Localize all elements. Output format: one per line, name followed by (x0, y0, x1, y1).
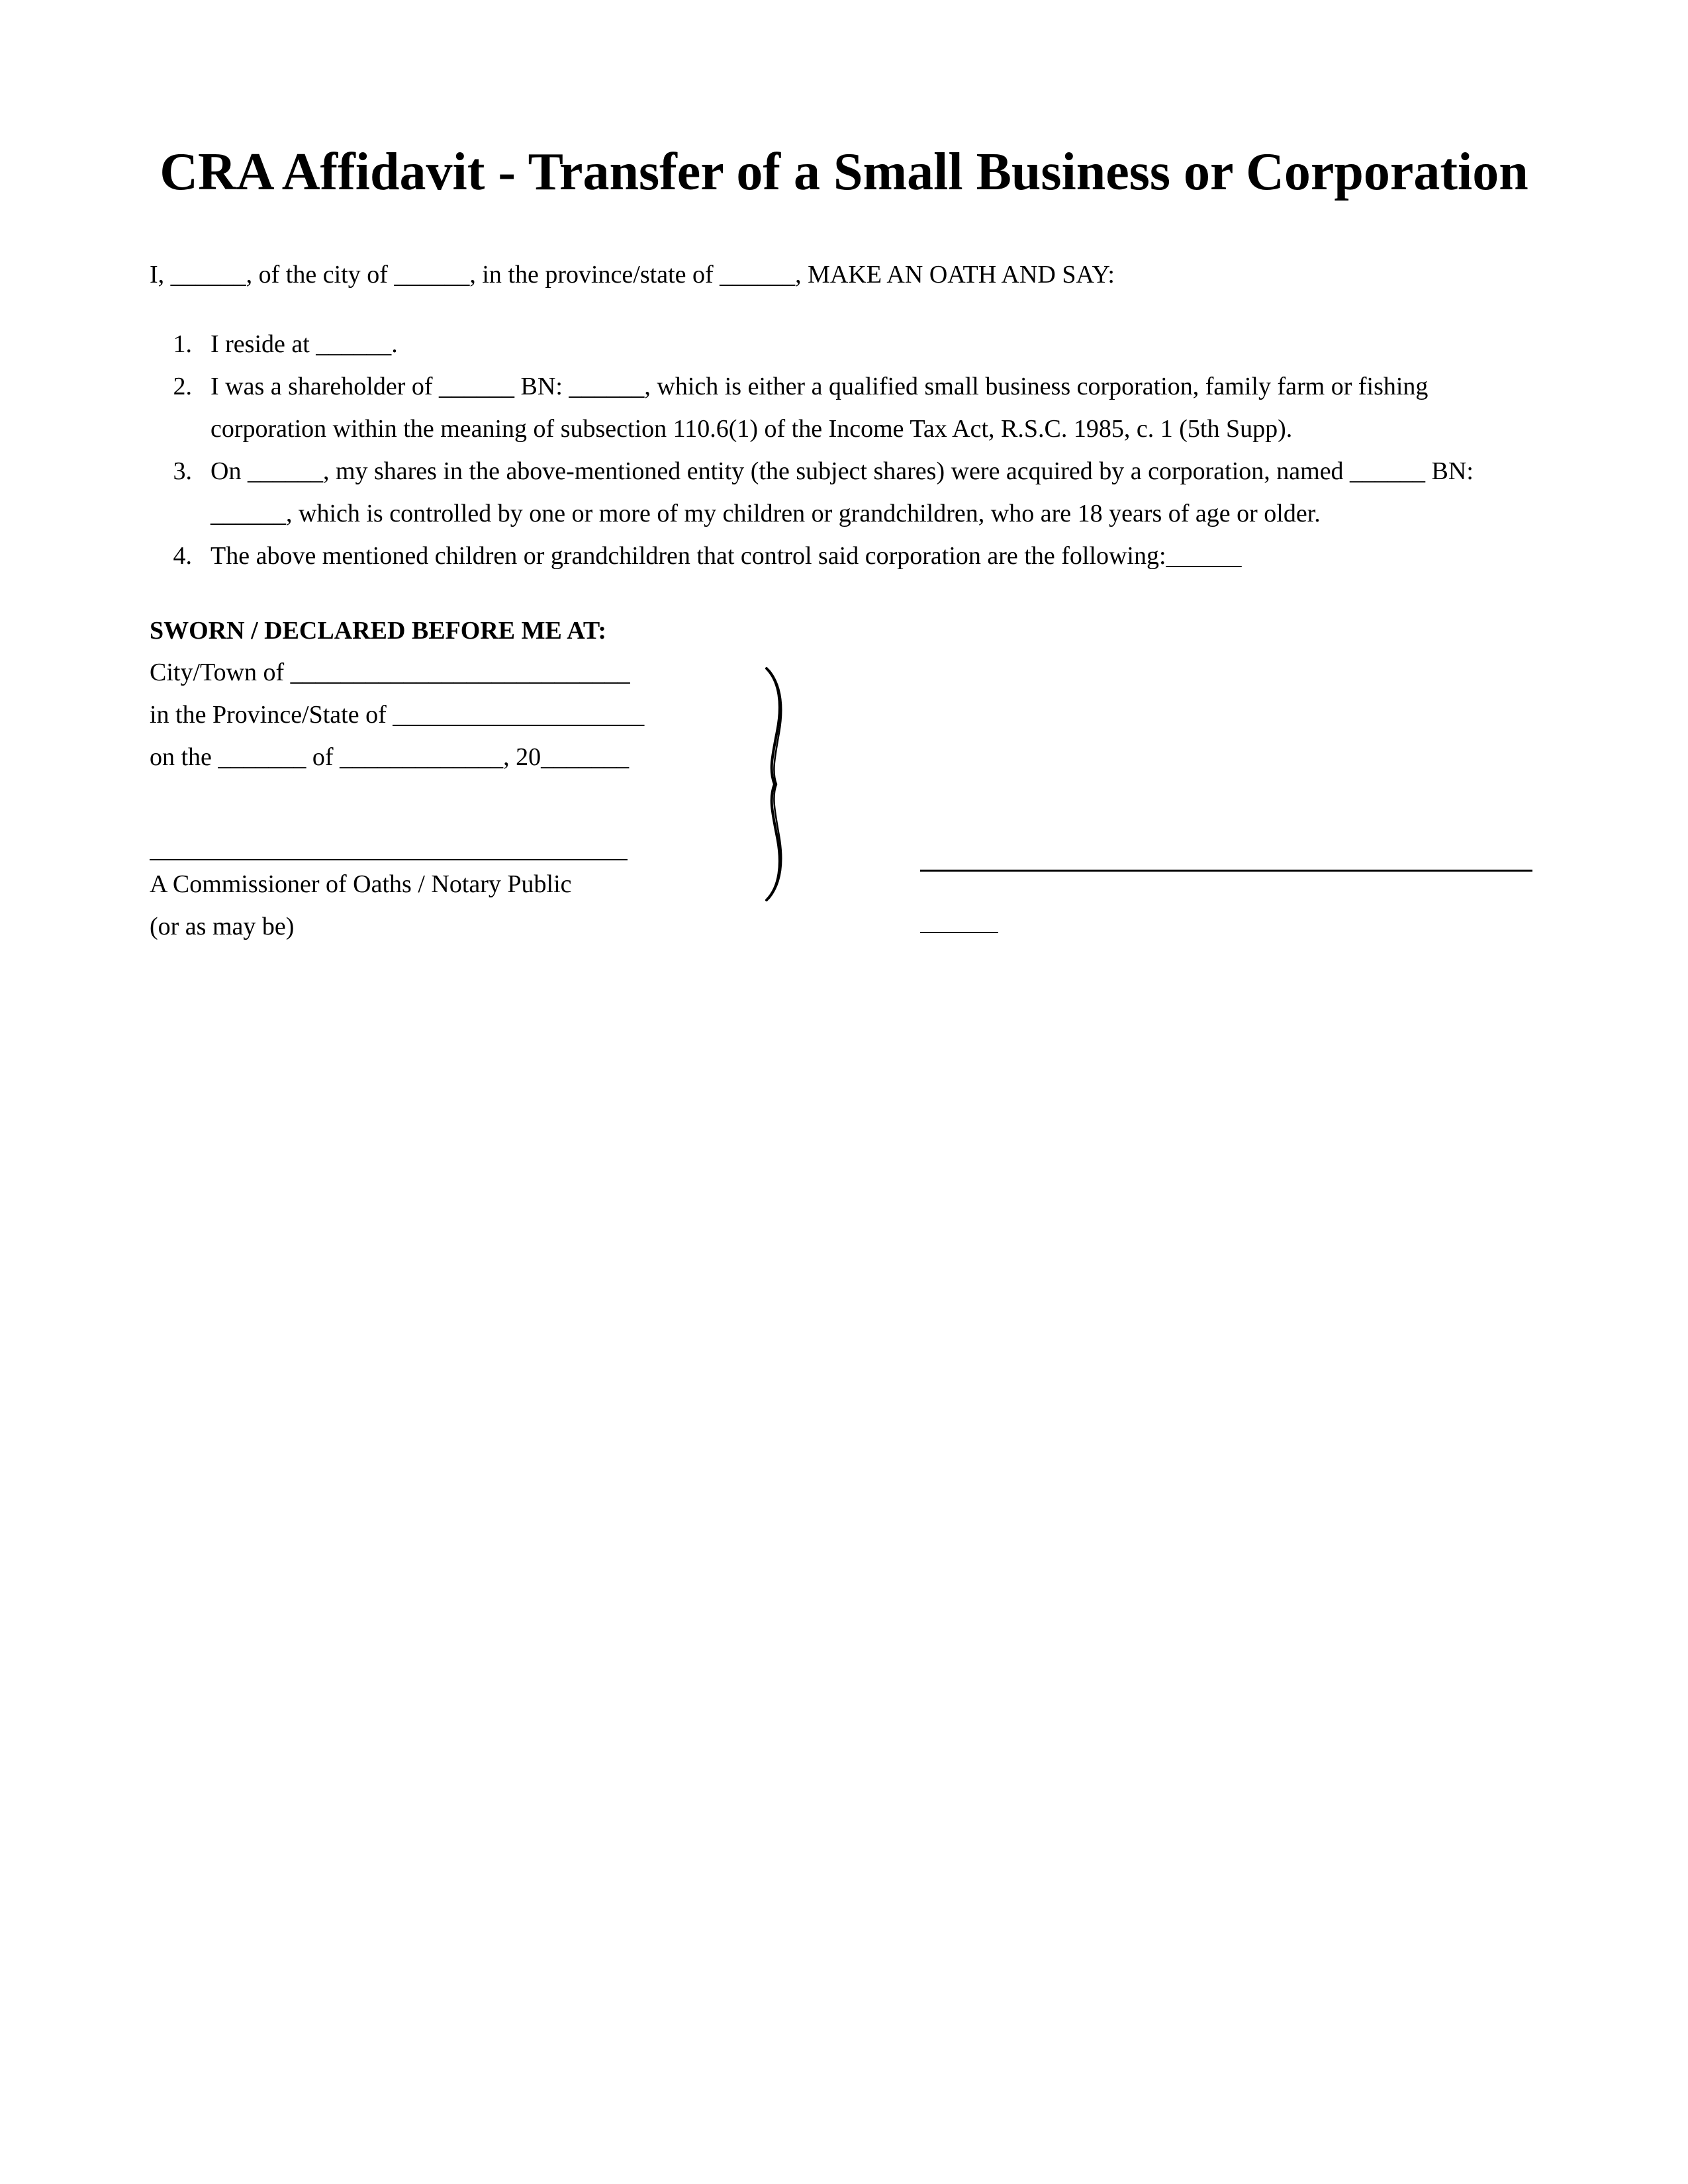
commissioner-label: A Commissioner of Oaths / Notary Public (150, 870, 572, 898)
item-1-line-1: I reside at ______. (211, 330, 398, 358)
declarant-signature-line (920, 870, 1532, 872)
commissioner-sublabel: (or as may be) (150, 913, 295, 940)
document-title: CRA Affidavit - Transfer of a Small Business or Corporation (160, 143, 1528, 201)
item-2-line-1: I was a shareholder of ______ BN: ______, which is either a qualified small business corporation, family farm or fishing (211, 373, 1429, 400)
curly-brace-icon (755, 665, 794, 903)
item-number-3: 3. (173, 457, 192, 485)
item-number-1: 1. (173, 330, 192, 358)
oath-intro: I, ______, of the city of ______, in the province/state of ______, MAKE AN OATH AND SAY: (150, 261, 1115, 289)
item-2-line-2: corporation within the meaning of subsection 110.6(1) of the Income Tax Act, R.S.C. 1985, c. 1 (5th Supp). (211, 415, 1293, 443)
sworn-heading: SWORN / DECLARED BEFORE ME AT: (150, 617, 607, 645)
item-number-4: 4. (173, 542, 192, 570)
item-number-2: 2. (173, 373, 192, 400)
jurat-province-line: in the Province/State of ____________________ (150, 701, 645, 729)
item-3-line-2: ______, which is controlled by one or more of my children or grandchildren, who are 18 years of age or older. (211, 500, 1321, 527)
jurat-date-line: on the _______ of _____________, 20_______ (150, 743, 630, 771)
declarant-name-blank (920, 932, 998, 933)
commissioner-signature-line (150, 859, 628, 860)
item-4-line-1: The above mentioned children or grandchildren that control said corporation are the following:______ (211, 542, 1242, 570)
jurat-city-line: City/Town of ___________________________ (150, 659, 630, 686)
item-3-line-1: On ______, my shares in the above-mentioned entity (the subject shares) were acquired by a corporation, named ______ BN: (211, 457, 1474, 485)
